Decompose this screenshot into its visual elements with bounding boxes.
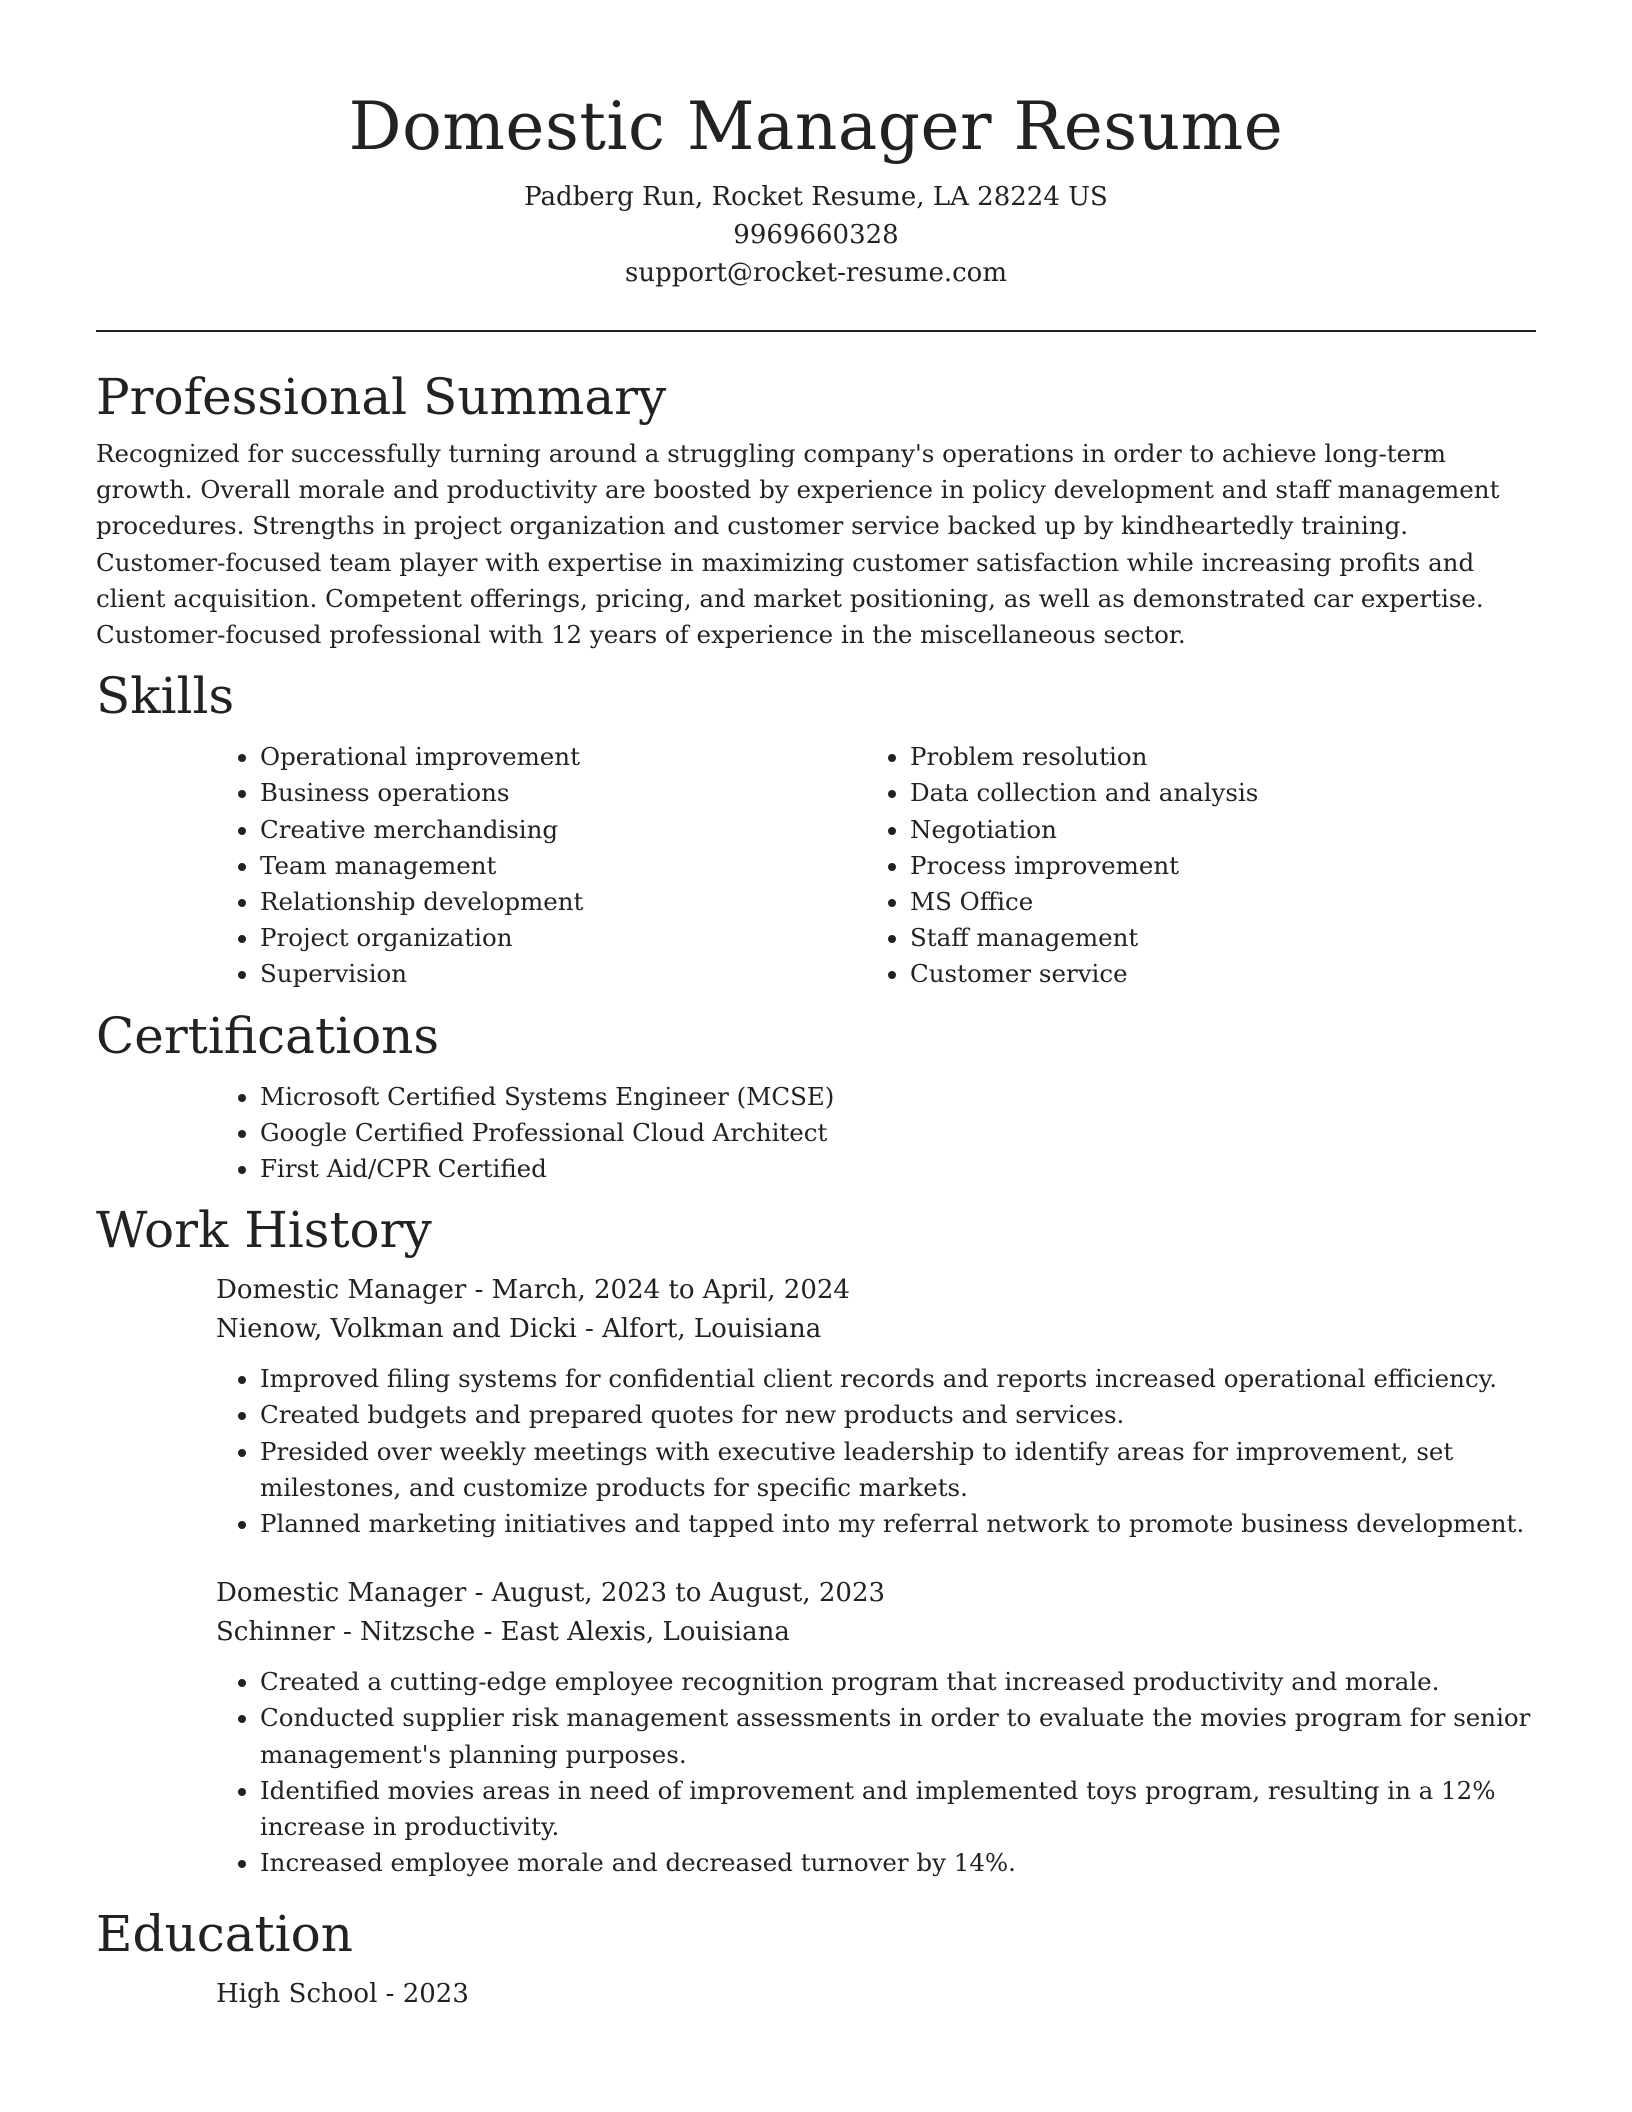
job-company-line: Schinner - Nitzsche - East Alexis, Louisiana [216,1617,790,1648]
job-bullet: • Identified movies areas in need of improvement and implemented toys program, resulting in a 12% increase in productivity. [260,1773,1536,1845]
education-section [96,1903,1536,2014]
contact-phone: 9969660328 [733,220,899,250]
skills-column-left [216,739,866,992]
work-history-section [96,1199,1536,1881]
certifications-section [96,1005,1536,1188]
skill-item: • Operational improvement [260,739,866,775]
contact-block [96,178,1536,292]
skill-item: • Relationship development [260,884,866,920]
contact-address: Padberg Run, Rocket Resume, LA 28224 US [524,182,1108,212]
job-bullet: • Increased employee morale and decreased turnover by 14%. [260,1845,1536,1881]
skill-item: • Staff management [910,920,1516,956]
education-line: High School - 2023 [216,1979,469,2010]
work-history-heading: Work History [96,1201,432,1260]
skill-item: • Business operations [260,775,866,811]
resume-title: Domestic Manager Resume [348,88,1284,165]
skills-grid [216,739,1536,992]
job-entry [216,1574,1536,1881]
certification-item: • Microsoft Certified Systems Engineer (MCSE) [260,1079,1536,1115]
summary-section [96,366,1536,653]
skill-item: • MS Office [910,884,1516,920]
certification-item: • Google Certified Professional Cloud Architect [260,1115,1536,1151]
certifications-list [216,1079,1536,1188]
resume-header [96,0,1536,292]
skill-item: • Customer service [910,956,1516,992]
skill-item: • Problem resolution [910,739,1516,775]
skill-item: • Team management [260,848,866,884]
job-bullet: • Planned marketing initiatives and tapped into my referral network to promote business development. [260,1506,1536,1542]
certification-item: • First Aid/CPR Certified [260,1151,1536,1187]
contact-email: support@rocket-resume.com [624,258,1007,288]
skill-item: • Project organization [260,920,866,956]
summary-text: Recognized for successfully turning around a struggling company's operations in order to achieve long-term growth. Overall morale and productivity are boosted by experience in policy development and staff management procedures. Strengths in project organization and customer service backed up by kindheartedly training. Customer-focused team player with expertise in maximizing customer satisfaction while increasing profits and client acquisition. Competent offerings, pricing, and market positioning, as well as demonstrated car expertise. Customer-focused professional with 12 years of experience in the miscellaneous sector. [96,439,1500,650]
job-title-line: Domestic Manager - August, 2023 to August, 2023 [216,1578,886,1609]
job-bullet: • Presided over weekly meetings with executive leadership to identify areas for improvement, set milestones, and customize products for specific markets. [260,1434,1536,1506]
skill-item: • Negotiation [910,812,1516,848]
job-bullets [216,1361,1536,1542]
job-company-line: Nienow, Volkman and Dicki - Alfort, Louisiana [216,1314,822,1345]
header-divider [96,330,1536,332]
skill-item: • Supervision [260,956,866,992]
job-bullets [216,1664,1536,1881]
skill-item: • Process improvement [910,848,1516,884]
skill-item: • Creative merchandising [260,812,866,848]
certifications-heading: Certifications [96,1006,440,1065]
skills-heading: Skills [96,667,235,726]
job-entry [216,1271,1536,1542]
skills-column-right [866,739,1516,992]
skill-item: • Data collection and analysis [910,775,1516,811]
job-bullet: • Created a cutting-edge employee recognition program that increased productivity and morale. [260,1664,1536,1700]
job-bullet: • Created budgets and prepared quotes for new products and services. [260,1397,1536,1433]
job-bullet: • Conducted supplier risk management assessments in order to evaluate the movies program for senior management's planning purposes. [260,1700,1536,1772]
skills-section [96,665,1536,992]
job-title-line: Domestic Manager - March, 2024 to April, 2024 [216,1275,850,1306]
education-entry [216,1975,1536,2014]
summary-heading: Professional Summary [96,368,667,426]
job-bullet: • Improved filing systems for confidential client records and reports increased operational efficiency. [260,1361,1536,1397]
education-heading: Education [96,1905,353,1964]
